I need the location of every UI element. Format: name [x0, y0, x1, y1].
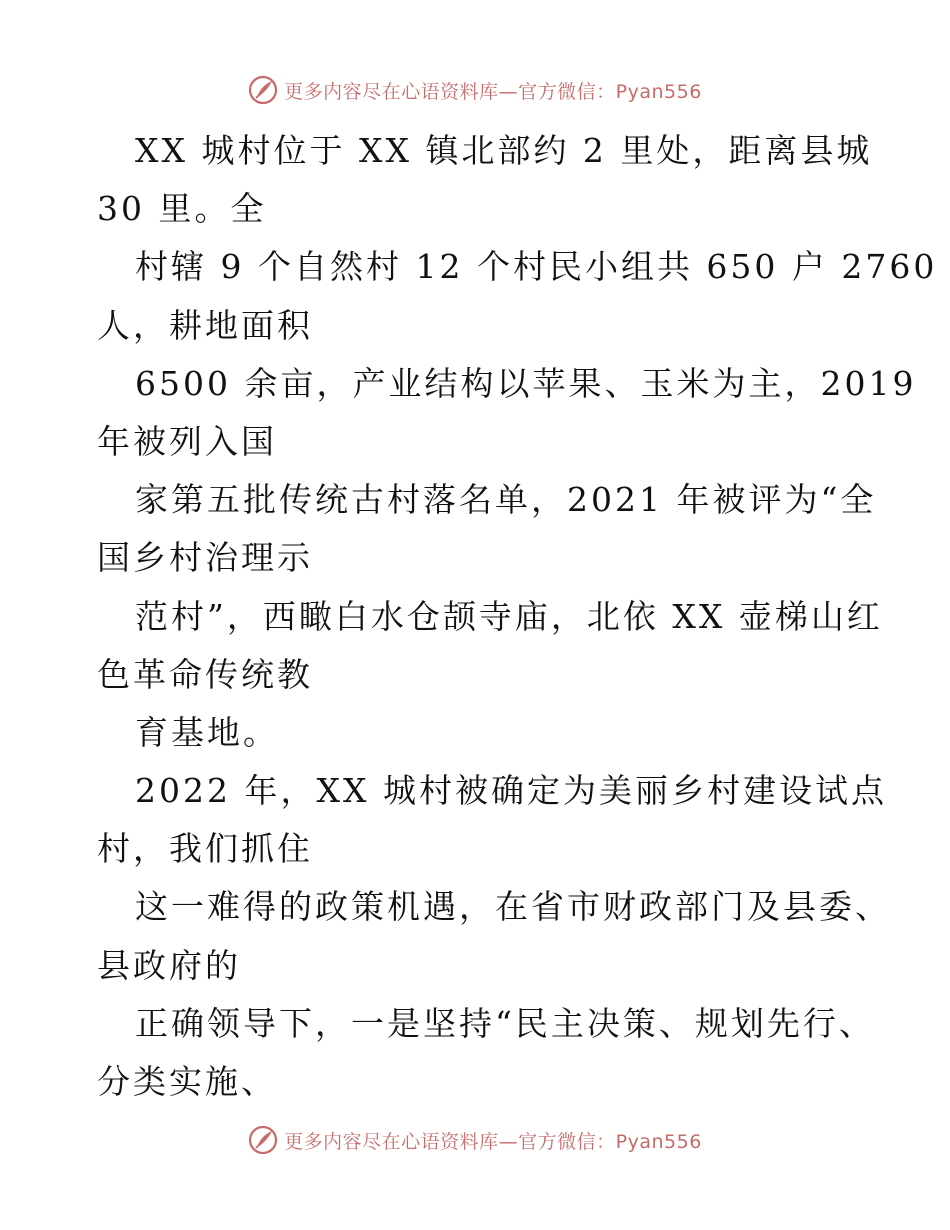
text-line: XX 城村位于 XX 镇北部约 2 里处，距离县城	[135, 131, 873, 170]
quill-logo-icon	[248, 75, 278, 105]
text-line: 村，我们抓住	[97, 829, 313, 869]
text-line: 年被列入国	[97, 421, 277, 461]
watermark-text: 更多内容尽在心语资料库—官方微信：Pyan556	[284, 80, 702, 103]
watermark-banner	[248, 75, 702, 105]
text-line: 国乡村治理示	[97, 538, 313, 578]
text-line: 色革命传统教	[97, 654, 313, 694]
text-line: 30 里。全	[97, 189, 267, 229]
watermark-banner	[248, 1125, 702, 1155]
text-line: 人，耕地面积	[97, 305, 313, 345]
text-line: 正确领导下，一是坚持“民主决策、规划先行、	[135, 1003, 875, 1043]
text-line: 2022 年，XX 城村被确定为美丽乡村建设试点	[135, 771, 887, 811]
text-line: 育基地。	[135, 712, 279, 752]
text-line: 村辖 9 个自然村 12 个村民小组共 650 户 2760	[135, 247, 938, 287]
text-line: 这一难得的政策机遇，在省市财政部门及县委、	[135, 887, 891, 927]
document-body	[97, 122, 938, 1111]
text-line: 县政府的	[97, 945, 241, 985]
text-line: 分类实施、	[97, 1062, 277, 1101]
header-watermark	[0, 70, 950, 110]
text-line: 范村”，西瞰白水仓颉寺庙，北依 XX 壶梯山红	[135, 596, 883, 636]
watermark-text: 更多内容尽在心语资料库—官方微信：Pyan556	[284, 1130, 702, 1153]
footer-watermark	[0, 1120, 950, 1160]
quill-logo-icon	[248, 1125, 278, 1155]
text-line: 家第五批传统古村落名单，2021 年被评为“全	[135, 480, 877, 520]
text-line: 6500 余亩，产业结构以苹果、玉米为主，2019	[135, 363, 917, 403]
